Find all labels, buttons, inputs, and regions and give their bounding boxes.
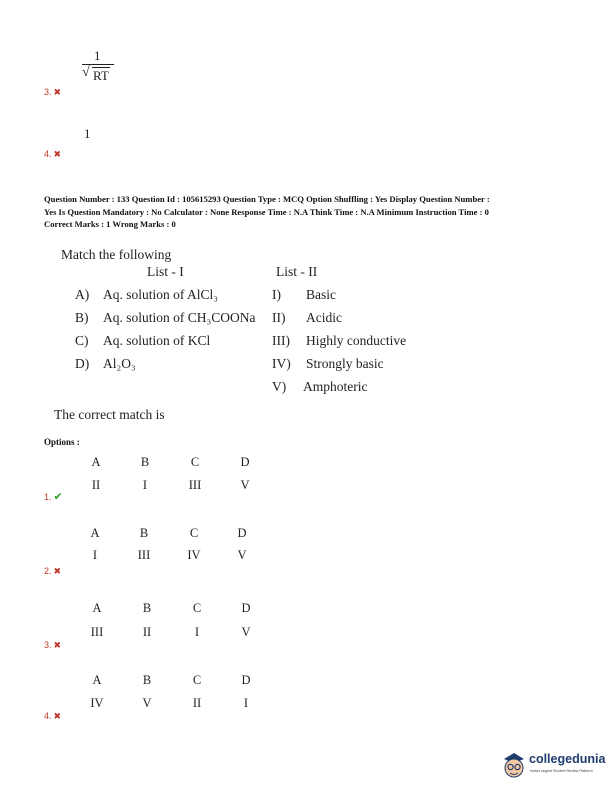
radical-sign: √ [82, 65, 90, 80]
option-3-value-c: I [194, 625, 200, 639]
option-1-header-a: A [91, 455, 101, 469]
cross-icon: ✖ [53, 566, 62, 576]
option-3-header-b: B [142, 601, 152, 615]
list-2-item-2-text: Acidic [306, 310, 342, 325]
option-4-value-a: IV [90, 696, 104, 710]
list-2-item-5-key: V) [272, 379, 287, 394]
list-2-item-2-key: II) [272, 310, 286, 325]
option-4-value-d: I [243, 696, 249, 710]
option-4-header-c: C [192, 673, 202, 687]
cross-icon: ✖ [53, 711, 62, 721]
option-2-number [44, 566, 61, 577]
list-2-item-5-text: Amphoteric [303, 379, 368, 394]
option-2-header-b: B [139, 526, 149, 540]
list-1-item-b-text: Aq. solution of CH₃COONa [103, 310, 256, 325]
option-2-value-c: IV [187, 548, 201, 562]
prev-option-3-number [44, 87, 61, 98]
options-label: Options : [44, 437, 80, 447]
list-2-item-4-key: IV) [272, 356, 291, 371]
list-1-item-a-key: A) [75, 287, 90, 302]
option-3-header-a: A [92, 601, 102, 615]
question-meta-line-2: Yes Is Question Mandatory : No Calculator : None Response Time : N.A Think Time : N.A Minimum Instruction Time : 0 [44, 206, 489, 217]
option-2-value-a: I [92, 548, 98, 562]
option-2-value-b: III [137, 548, 151, 562]
question-intro: Match the following [61, 247, 172, 262]
option-4-header-a: A [92, 673, 102, 687]
list-1-item-a-text: Aq. solution of AlCl₃ [103, 287, 218, 302]
option-2-header-d: D [237, 526, 247, 540]
logo-tagline: India's largest Student Review Platform [530, 769, 593, 773]
option-number: 1. [44, 492, 52, 502]
question-meta-line-1: Question Number : 133 Question Id : 105615293 Question Type : MCQ Option Shuffling : Yes Display Question Number : [44, 194, 490, 204]
list-1-item-c-text: Aq. solution of KCl [103, 333, 211, 348]
list-2-header: List - II [276, 264, 318, 279]
option-1-value-c: III [188, 478, 202, 492]
option-1-value-d: V [240, 478, 250, 492]
option-2-header-c: C [189, 526, 199, 540]
option-number: 4. [44, 711, 52, 721]
list-1-item-d-text: Al₂O₃ [103, 356, 136, 371]
list-2-item-3-key: III) [272, 333, 290, 348]
option-4-header-b: B [142, 673, 152, 687]
formula-radicand: RT [93, 68, 109, 83]
logo-name: collegedunia [529, 752, 606, 766]
option-1-header-b: B [140, 455, 150, 469]
prev-option-4-number [44, 149, 61, 160]
list-1-header: List - I [147, 264, 184, 279]
option-2-header-a: A [90, 526, 100, 540]
option-3-value-b: II [142, 625, 152, 639]
option-number: 2. [44, 566, 52, 576]
option-1-value-b: I [142, 478, 148, 492]
option-1-header-c: C [190, 455, 200, 469]
list-2-item-1-key: I) [272, 287, 281, 302]
option-4-value-c: II [192, 696, 202, 710]
prev-option-4-value: 1 [84, 126, 91, 141]
option-2-value-d: V [237, 548, 247, 562]
collegedunia-logo [500, 748, 608, 782]
question-closing: The correct match is [54, 407, 165, 422]
list-1-item-b-key: B) [75, 310, 89, 325]
option-4-number [44, 711, 61, 722]
option-4-header-d: D [241, 673, 251, 687]
mascot-icon [500, 750, 528, 780]
cross-icon: ✖ [53, 149, 62, 159]
option-3-header-d: D [241, 601, 251, 615]
option-1-value-a: II [91, 478, 101, 492]
cross-icon: ✖ [53, 640, 62, 650]
option-number: 3. [44, 640, 52, 650]
option-3-number [44, 640, 61, 651]
option-number: 3. [44, 87, 52, 97]
question-meta-line-3: Correct Marks : 1 Wrong Marks : 0 [44, 219, 176, 229]
option-3-value-d: V [241, 625, 251, 639]
option-4-value-b: V [142, 696, 152, 710]
question-meta [44, 193, 584, 231]
option-number: 4. [44, 149, 52, 159]
list-2-item-4-text: Strongly basic [306, 356, 384, 371]
list-2-item-3-text: Highly conductive [306, 333, 407, 348]
option-1-header-d: D [240, 455, 250, 469]
option-1-number [44, 490, 63, 503]
list-1-item-c-key: C) [75, 333, 89, 348]
option-3-header-c: C [192, 601, 202, 615]
option-3-value-a: III [90, 625, 104, 639]
check-icon: ✔ [53, 491, 63, 503]
list-2-item-1-text: Basic [306, 287, 336, 302]
cross-icon: ✖ [53, 87, 62, 97]
list-1-item-d-key: D) [75, 356, 90, 371]
formula-numerator: 1 [94, 48, 101, 63]
